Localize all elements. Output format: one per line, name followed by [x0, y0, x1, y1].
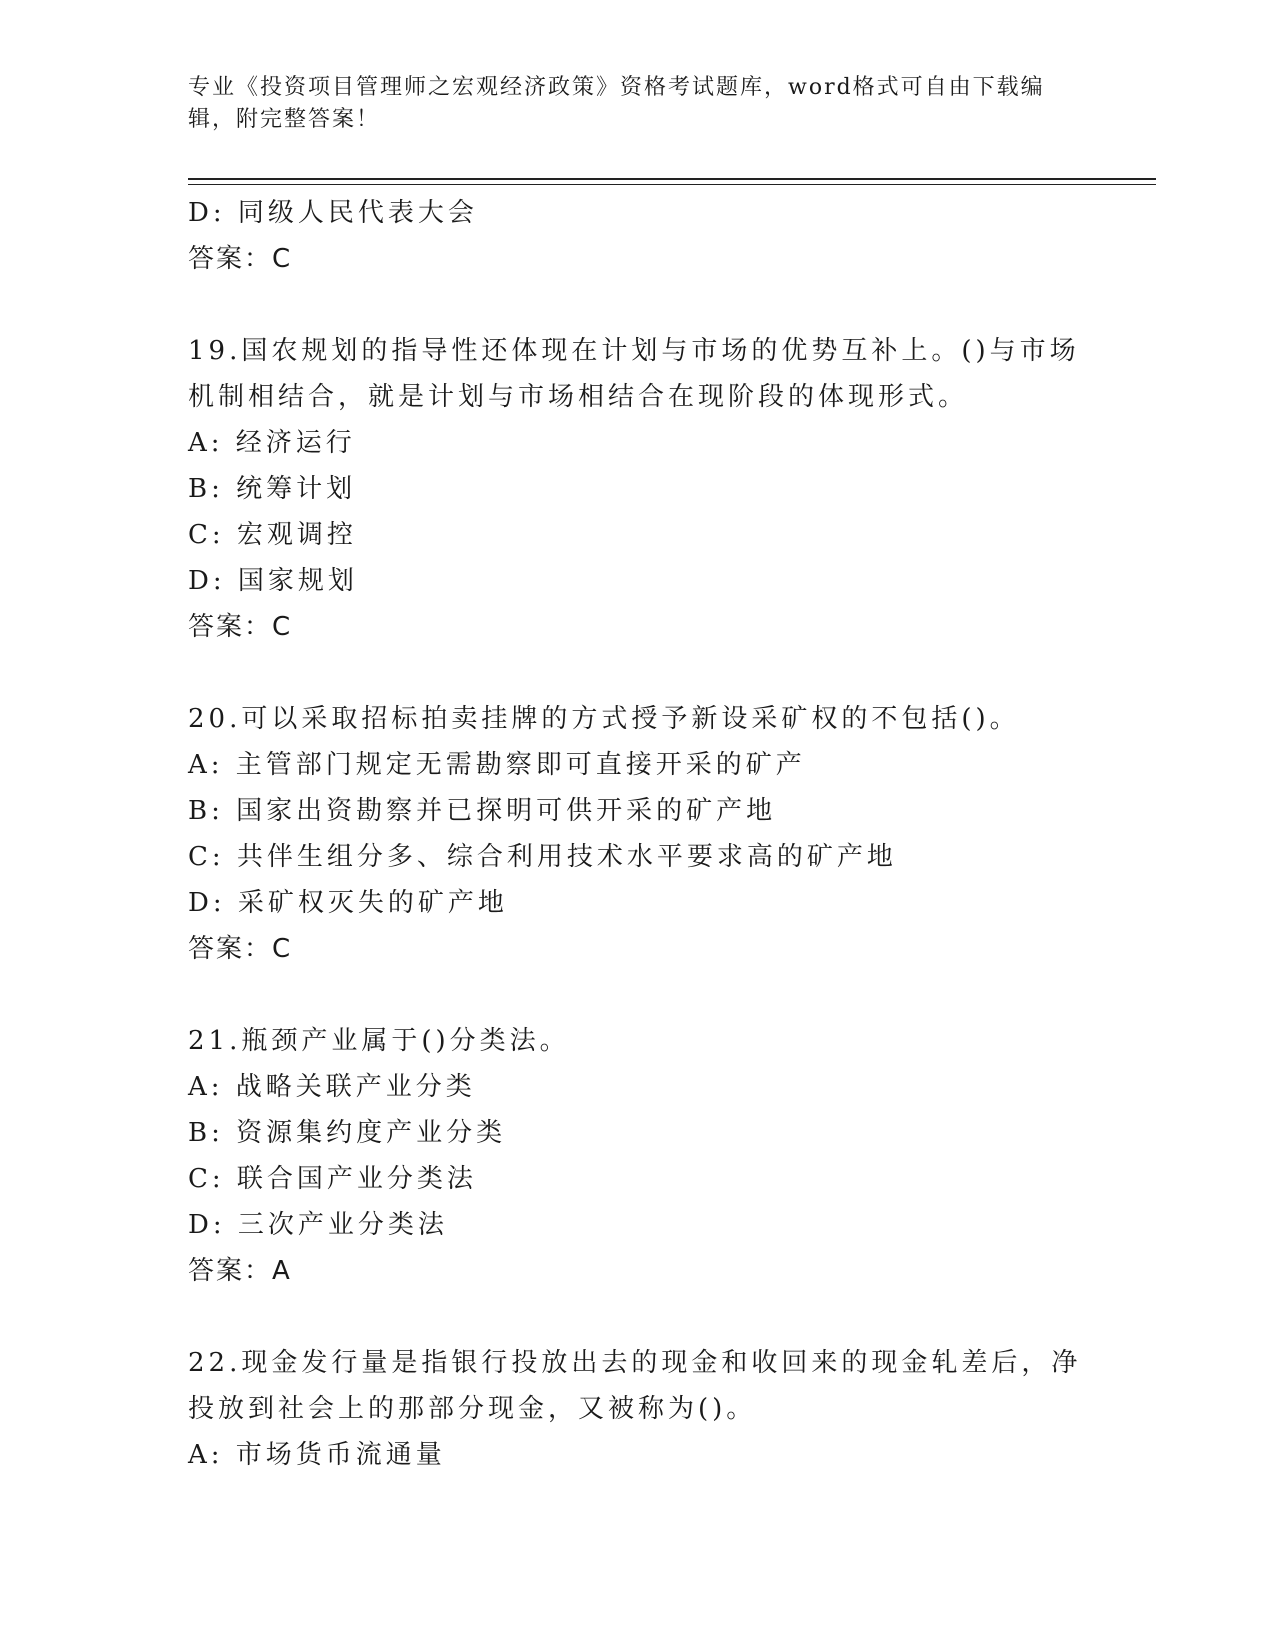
- option-a: A: 主管部门规定无需勘察即可直接开采的矿产: [188, 750, 806, 780]
- answer-line: 答案：C: [188, 934, 293, 964]
- option-d: D: 三次产业分类法: [188, 1210, 448, 1240]
- question-stem: 19.国农规划的指导性还体现在计划与市场的优势互补上。()与市场机制相结合，就是计划与市场相结合在现阶段的体现形式。: [188, 336, 1080, 412]
- question-21: [188, 1018, 1088, 1294]
- option-d: D: 采矿权灭失的矿产地: [188, 888, 508, 918]
- question-19: [188, 328, 1088, 650]
- question-stem: 21.瓶颈产业属于()分类法。: [188, 1026, 570, 1056]
- answer-line: 答案：C: [188, 612, 293, 642]
- option-a: A: 战略关联产业分类: [188, 1072, 476, 1102]
- question-list: [188, 190, 1088, 1478]
- option-c: C: 联合国产业分类法: [188, 1164, 477, 1194]
- document-header: 专业《投资项目管理师之宏观经济政策》资格考试题库，word格式可自由下载编辑，附完整答案！: [188, 75, 1045, 132]
- option-a: A: 市场货币流通量: [188, 1440, 446, 1470]
- option-b: B: 统筹计划: [188, 474, 357, 504]
- answer-line: 答案：C: [188, 244, 293, 274]
- answer-line: 答案：A: [188, 1256, 292, 1286]
- option-b: B: 资源集约度产业分类: [188, 1118, 507, 1148]
- question-22: [188, 1340, 1088, 1478]
- header-divider-thin: [188, 184, 1156, 185]
- option-c: C: 共伴生组分多、综合利用技术水平要求高的矿产地: [188, 842, 897, 872]
- option-c: C: 宏观调控: [188, 520, 357, 550]
- option-d: D: 国家规划: [188, 566, 358, 596]
- header-divider-thick: [188, 178, 1156, 180]
- question-20: [188, 696, 1088, 972]
- question-stem: 22.现金发行量是指银行投放出去的现金和收回来的现金轧差后，净投放到社会上的那部分现金，又被称为()。: [188, 1348, 1082, 1424]
- option-b: B: 国家出资勘察并已探明可供开采的矿产地: [188, 796, 777, 826]
- option-d: D: 同级人民代表大会: [188, 198, 478, 228]
- option-a: A: 经济运行: [188, 428, 356, 458]
- question-stem: 20.可以采取招标拍卖挂牌的方式授予新设采矿权的不包括()。: [188, 704, 1020, 734]
